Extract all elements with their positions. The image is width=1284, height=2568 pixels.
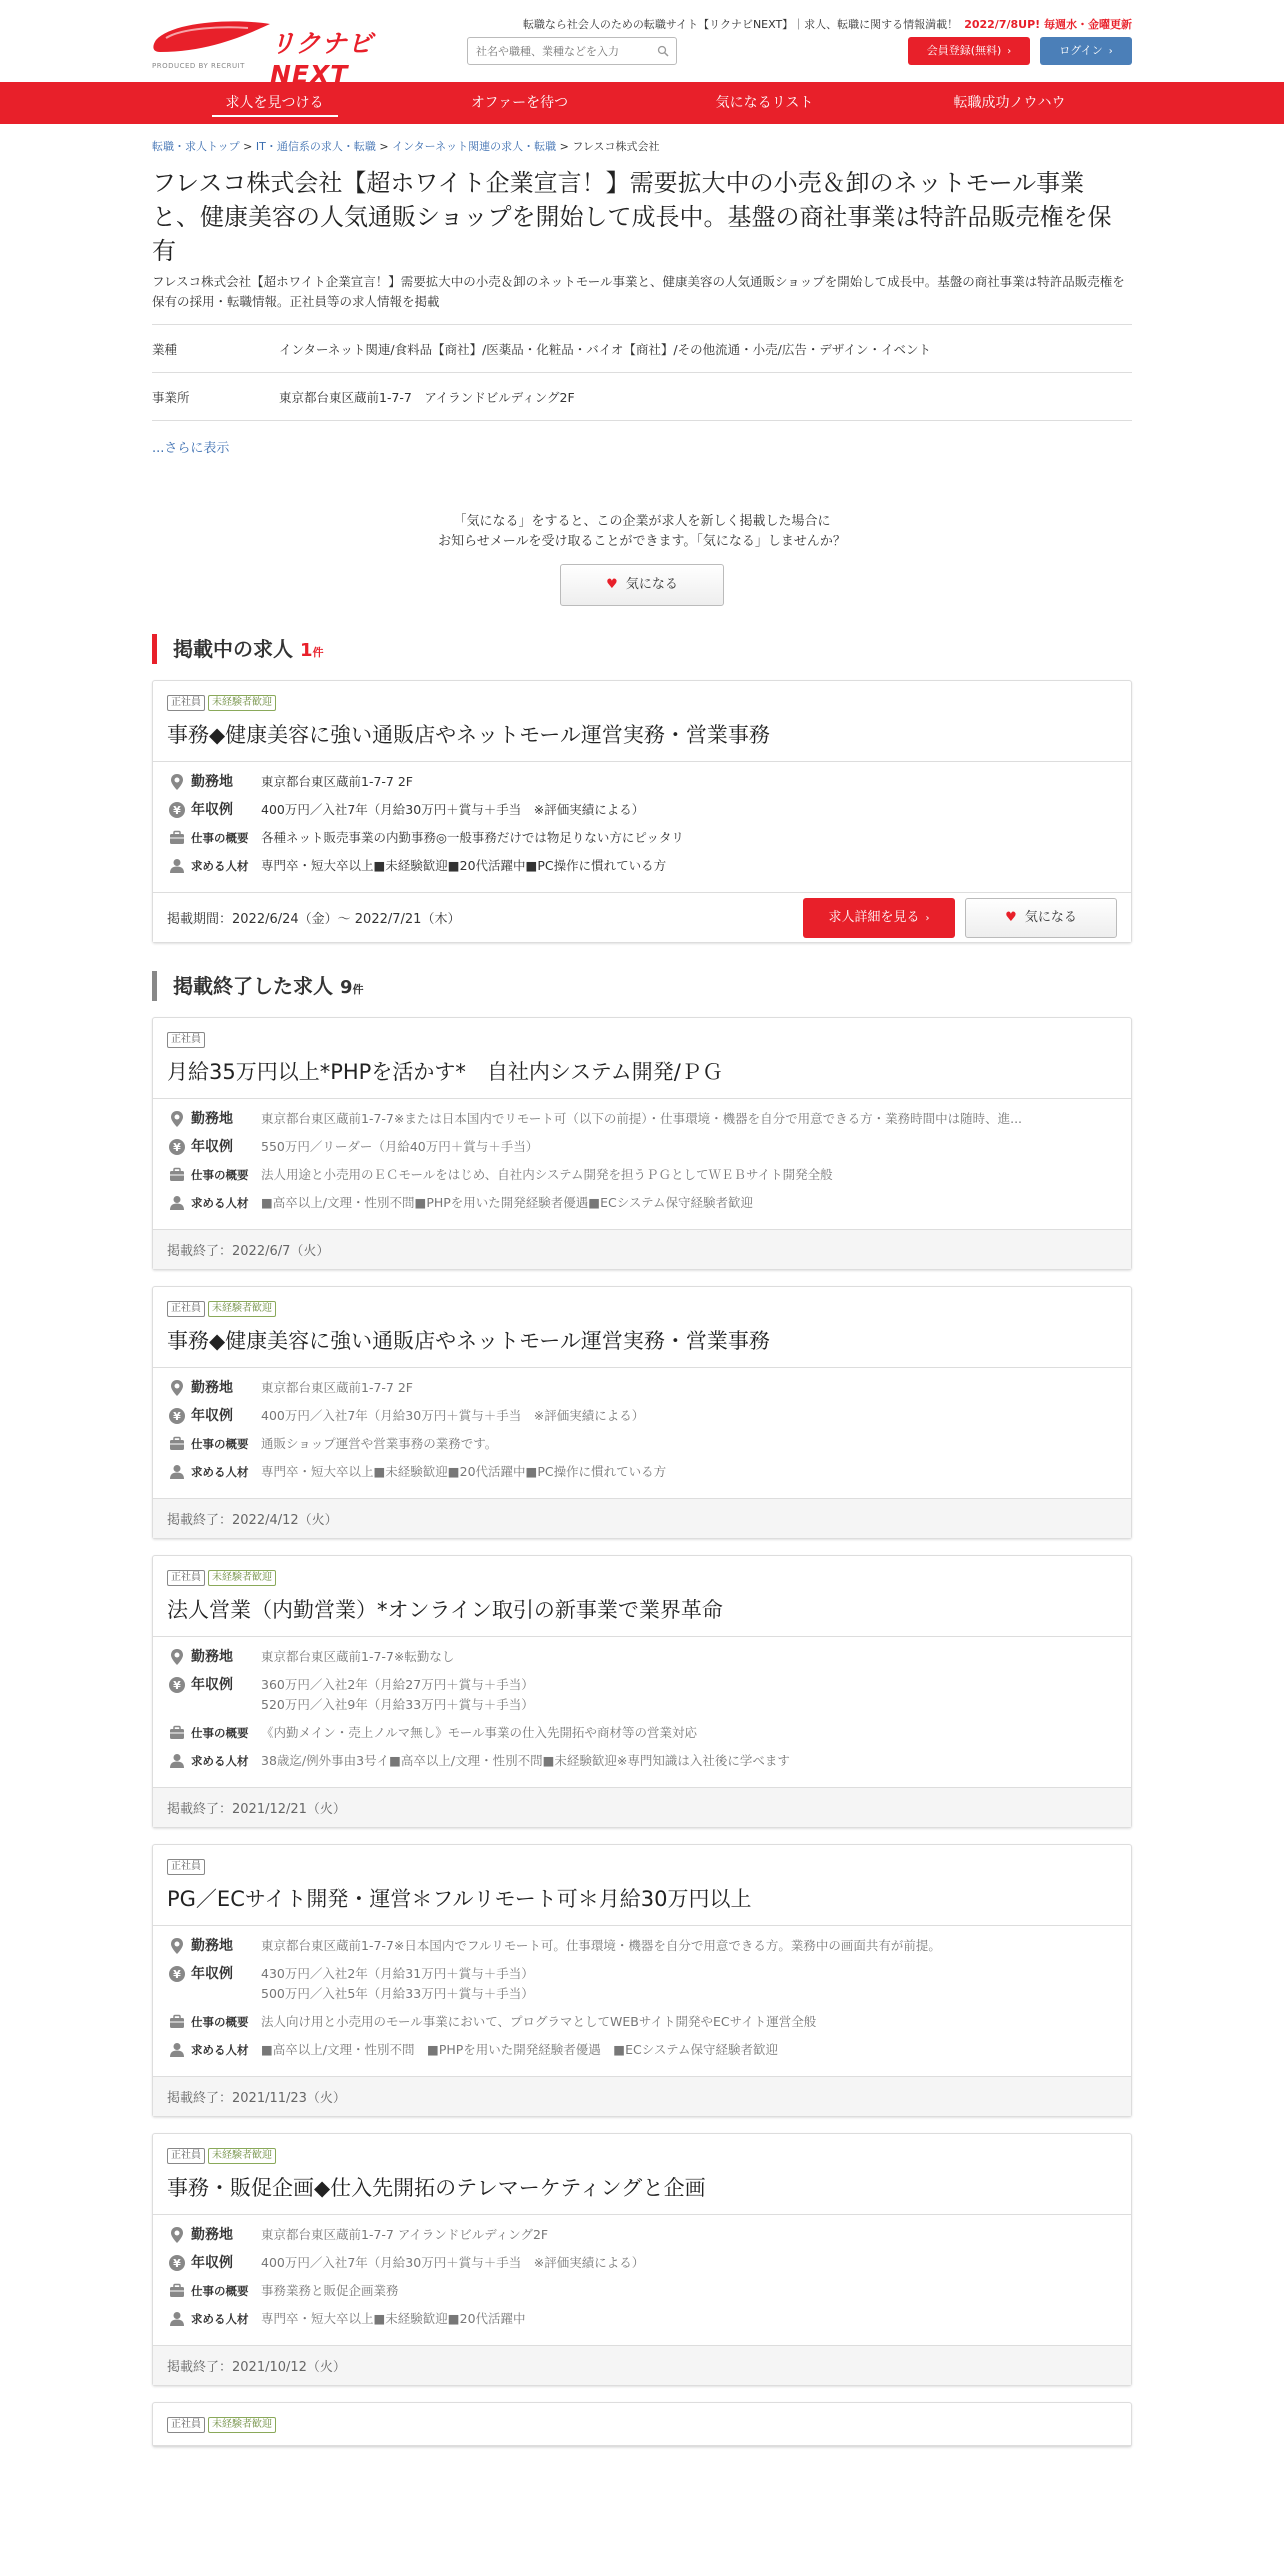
- job-count-unit: 件: [312, 646, 324, 659]
- person-icon: [167, 1193, 187, 1213]
- job-tag: 未経験者歓迎: [208, 1570, 276, 1586]
- section-title: 掲載終了した求人: [173, 974, 333, 998]
- favorite-company-button[interactable]: [560, 564, 724, 606]
- briefcase-icon: [167, 1434, 187, 1454]
- job-overview-value: 各種ネット販売事業の内勤事務◎一般事務だけでは物足りない方にピッタリ: [261, 830, 684, 845]
- job-card[interactable]: [152, 1017, 1132, 1270]
- job-count-unit: 件: [352, 983, 364, 996]
- breadcrumb: [152, 138, 1132, 154]
- person-icon: [167, 1462, 187, 1482]
- favorite-prompt: [152, 512, 1132, 552]
- label-text: 勤務地: [191, 1111, 233, 1127]
- job-card-footer: [153, 2345, 1131, 2385]
- job-tags: [167, 695, 1117, 711]
- job-count: 9: [339, 977, 353, 998]
- svg-text:¥: ¥: [173, 2257, 181, 2270]
- active-job-list: [152, 680, 1132, 943]
- nav-item-offers[interactable]: [397, 82, 642, 124]
- job-salary-label: [167, 1406, 261, 1426]
- show-more-link[interactable]: ...さらに表示: [152, 441, 230, 456]
- job-title[interactable]: 法人営業（内勤営業）*オンライン取引の新事業で業界革命: [167, 1598, 723, 1622]
- job-card[interactable]: [152, 2402, 1132, 2447]
- company-info-table: [152, 324, 1132, 421]
- job-tag: 正社員: [167, 1570, 205, 1586]
- job-tag: 未経験者歓迎: [208, 1301, 276, 1317]
- job-tag: 未経験者歓迎: [208, 2417, 276, 2433]
- job-ended-date: 掲載終了：2021/12/21（火）: [167, 1802, 346, 1817]
- search-box: [467, 37, 677, 65]
- job-overview-value: 事務業務と販促企画業務: [261, 2283, 399, 2298]
- job-wanted-row: [167, 2309, 1117, 2329]
- job-card-body: [153, 762, 1131, 892]
- favorite-job-button[interactable]: [965, 898, 1117, 938]
- info-value: インターネット関連/食料品【商社】/医薬品・化粧品・バイオ【商社】/その他流通・小売/広告・デザイン・イベント: [279, 341, 931, 357]
- job-card-footer: [153, 1787, 1131, 1827]
- job-overview-label: [167, 2012, 261, 2032]
- job-location-row: [167, 1378, 1117, 1398]
- main-nav: [0, 82, 1284, 124]
- logo-swoosh-icon: [152, 18, 272, 56]
- job-tag: 未経験者歓迎: [208, 695, 276, 711]
- job-wanted-label: [167, 1462, 261, 1482]
- location-pin-icon: [167, 1936, 187, 1956]
- detail-label: 求人詳細を見る: [828, 909, 920, 925]
- job-wanted-value: ■高卒以上/文理・性別不問■PHPを用いた開発経験者優遇■ECシステム保守経験者歓迎: [261, 1195, 753, 1210]
- job-card[interactable]: [152, 1555, 1132, 1828]
- job-ended-date: 掲載終了：2021/10/12（火）: [167, 2360, 346, 2375]
- nav-label: オファーを待つ: [470, 95, 569, 111]
- job-count: 1: [299, 640, 313, 661]
- yen-icon: [167, 2253, 187, 2273]
- breadcrumb-sep: >: [379, 140, 389, 153]
- job-actions: [803, 898, 1117, 938]
- job-ended-date: 掲載終了：2022/4/12（火）: [167, 1513, 338, 1528]
- label-text: 仕事の概要: [191, 1437, 249, 1451]
- job-location-value: 東京都台東区蔵前1-7-7※または日本国内でリモート可（以下の前提）・仕事環境・機器を自分で用意できる方・業務時間中は随時、進...: [261, 1111, 1023, 1126]
- job-card-header: [153, 1556, 1131, 1637]
- info-value: 東京都台東区蔵前1-7-7 アイランドビルディング2F: [279, 389, 575, 405]
- nav-label: 転職成功ノウハウ: [953, 95, 1066, 111]
- job-location-label: [167, 772, 261, 792]
- job-tag: 未経験者歓迎: [208, 2148, 276, 2164]
- label-text: 年収例: [191, 1677, 233, 1693]
- label-text: 年収例: [191, 1966, 233, 1982]
- label-text: 求める人材: [191, 2043, 249, 2057]
- job-card[interactable]: [152, 1286, 1132, 1539]
- ended-jobs-heading: [152, 971, 1132, 1001]
- job-card-header: [153, 1018, 1131, 1099]
- job-salary-value: 400万円／入社7年（月給30万円＋賞与＋手当 ※評価実績による）: [261, 2255, 645, 2270]
- job-title[interactable]: 事務◆健康美容に強い通販店やネットモール運営実務・営業事務: [167, 723, 770, 747]
- job-overview-row: [167, 2281, 1117, 2301]
- job-salary-value: 400万円／入社7年（月給30万円＋賞与＋手当 ※評価実績による）: [261, 802, 645, 817]
- rikunabi-next-logo[interactable]: [152, 16, 402, 89]
- briefcase-icon: [167, 1165, 187, 1185]
- breadcrumb-link[interactable]: インターネット関連の求人・転職: [392, 140, 557, 153]
- job-card[interactable]: [152, 1844, 1132, 2117]
- job-wanted-row: [167, 1193, 1117, 1213]
- job-overview-label: [167, 1165, 261, 1185]
- job-overview-value: 法人向け用と小売用のモール事業において、プログラマとしてWEBサイト開発やECサイト運営全般: [261, 2014, 817, 2029]
- job-card-footer: [153, 2076, 1131, 2116]
- label-text: 求める人材: [191, 2312, 249, 2326]
- breadcrumb-link[interactable]: IT・通信系の求人・転職: [255, 140, 376, 153]
- favorite-prompt-line: 「気になる」をすると、この企業が求人を新しく掲載した場合に: [453, 514, 831, 529]
- location-pin-icon: [167, 1378, 187, 1398]
- job-ended-date: 掲載終了：2022/6/7（火）: [167, 1244, 330, 1259]
- job-wanted-value: ■高卒以上/文理・性別不問 ■PHPを用いた開発経験者優遇 ■ECシステム保守経験者歓迎: [261, 2042, 778, 2057]
- job-location-value: 東京都台東区蔵前1-7-7※転勤なし: [261, 1649, 455, 1664]
- job-tags: [167, 1859, 1117, 1875]
- label-text: 仕事の概要: [191, 2284, 249, 2298]
- nav-item-find-jobs[interactable]: [152, 82, 397, 124]
- label-text: 求める人材: [191, 1754, 249, 1768]
- job-card-footer: [153, 1229, 1131, 1269]
- job-salary-row: [167, 1675, 1117, 1715]
- register-label: 会員登録(無料): [926, 44, 1002, 57]
- job-title[interactable]: PG／ECサイト開発・運営＊フルリモート可＊月給30万円以上: [167, 1887, 752, 1911]
- label-text: 求める人材: [191, 1196, 249, 1210]
- svg-text:¥: ¥: [173, 1410, 181, 1423]
- nav-item-favorites[interactable]: [642, 82, 887, 124]
- label-text: 求める人材: [191, 1465, 249, 1479]
- person-icon: [167, 1751, 187, 1771]
- label-text: 勤務地: [191, 1649, 233, 1665]
- job-wanted-value: 38歳迄/例外事由3号イ■高卒以上/文理・性別不問■未経験歓迎※専門知識は入社後に学べます: [261, 1753, 790, 1768]
- login-button[interactable]: [1040, 37, 1132, 65]
- yen-icon: [167, 1406, 187, 1426]
- label-text: 年収例: [191, 2255, 233, 2271]
- job-period: 掲載期間：2022/6/24（金）～ 2022/7/21（木）: [167, 912, 461, 927]
- briefcase-icon: [167, 2012, 187, 2032]
- job-salary-row: [167, 1406, 1117, 1426]
- favorite-label: 気になる: [1024, 909, 1077, 925]
- label-text: 求める人材: [191, 859, 249, 873]
- login-label: ログイン: [1059, 44, 1103, 57]
- job-card-body: [153, 1368, 1131, 1498]
- job-salary-row: [167, 2253, 1117, 2273]
- job-tag: 正社員: [167, 1859, 205, 1875]
- job-location-row: [167, 1647, 1117, 1667]
- job-location-label: [167, 1936, 261, 1956]
- person-icon: [167, 2040, 187, 2060]
- job-card-header: [153, 2403, 1131, 2446]
- info-row-office: [152, 373, 1132, 421]
- yen-icon: [167, 800, 187, 820]
- job-title[interactable]: 月給35万円以上*PHPを活かす* 自社内システム開発/ＰＧ: [167, 1060, 723, 1084]
- label-text: 仕事の概要: [191, 2015, 249, 2029]
- job-salary-label: [167, 2253, 261, 2273]
- job-title[interactable]: 事務◆健康美容に強い通販店やネットモール運営実務・営業事務: [167, 1329, 770, 1353]
- svg-text:¥: ¥: [173, 1679, 181, 1692]
- job-salary-label: [167, 1675, 261, 1695]
- heart-icon: ♥: [1005, 909, 1017, 925]
- search-input[interactable]: [468, 38, 648, 64]
- job-wanted-value: 専門卒・短大卒以上■未経験歓迎■20代活躍中■PC操作に慣れている方: [261, 858, 667, 873]
- job-location-label: [167, 2225, 261, 2245]
- job-tag: 正社員: [167, 2417, 205, 2433]
- job-card[interactable]: [152, 680, 1132, 943]
- job-card-footer: [153, 1498, 1131, 1538]
- ended-job-list: [152, 1017, 1132, 2447]
- favorite-label: 気になる: [625, 577, 678, 592]
- site-tagline: [523, 16, 1132, 32]
- job-card-body: [153, 1637, 1131, 1787]
- job-ended-date: 掲載終了：2021/11/23（火）: [167, 2091, 346, 2106]
- person-icon: [167, 2309, 187, 2329]
- job-overview-value: 法人用途と小売用のＥＣモールをはじめ、自社内システム開発を担うＰＧとしてＷＥＢサイト開発全般: [261, 1167, 833, 1182]
- job-location-value: 東京都台東区蔵前1-7-7 2F: [261, 774, 413, 789]
- job-salary-label: [167, 1964, 261, 1984]
- label-text: 勤務地: [191, 1938, 233, 1954]
- logo-sub: PRODUCED BY RECRUIT: [152, 62, 245, 70]
- job-overview-value: 通販ショップ運営や営業事務の業務です。: [261, 1436, 498, 1451]
- heart-icon: ♥: [606, 577, 618, 592]
- label-text: 勤務地: [191, 774, 233, 790]
- job-salary-value: 360万円／入社2年（月給27万円＋賞与＋手当） 520万円／入社9年（月給33万円＋賞与＋手当）: [261, 1677, 534, 1712]
- favorite-prompt-line: お知らせメールを受け取ることができます。「気になる」しませんか？: [438, 534, 846, 549]
- job-wanted-value: 専門卒・短大卒以上■未経験歓迎■20代活躍中: [261, 2311, 526, 2326]
- update-info: 2022/7/8UP! 毎週水・金曜更新: [964, 18, 1132, 31]
- nav-label: 気になるリスト: [715, 95, 814, 111]
- job-tag: 正社員: [167, 1032, 205, 1048]
- job-card-header: [153, 681, 1131, 762]
- job-salary-value: 550万円／リーダー（月給40万円＋賞与＋手当）: [261, 1139, 539, 1154]
- job-wanted-label: [167, 856, 261, 876]
- job-card-body: [153, 1099, 1131, 1229]
- person-icon: [167, 856, 187, 876]
- tagline-text: 転職なら社会人のための転職サイト【リクナビNEXT】｜求人、転職に関する情報満載！: [522, 18, 959, 31]
- briefcase-icon: [167, 2281, 187, 2301]
- svg-text:¥: ¥: [173, 1141, 181, 1154]
- briefcase-icon: [167, 828, 187, 848]
- logo-text: リクナビNEXT: [270, 29, 374, 89]
- job-overview-label: [167, 2281, 261, 2301]
- job-salary-row: [167, 1964, 1117, 2004]
- job-wanted-label: [167, 1751, 261, 1771]
- location-pin-icon: [167, 772, 187, 792]
- job-tags: [167, 1301, 1117, 1317]
- breadcrumb-sep: >: [559, 140, 569, 153]
- location-pin-icon: [167, 1109, 187, 1129]
- job-location-label: [167, 1378, 261, 1398]
- job-card-header: [153, 1845, 1131, 1926]
- job-wanted-label: [167, 2040, 261, 2060]
- label-text: 年収例: [191, 1139, 233, 1155]
- label-text: 勤務地: [191, 2227, 233, 2243]
- job-salary-value: 400万円／入社7年（月給30万円＋賞与＋手当 ※評価実績による）: [261, 1408, 645, 1423]
- label-text: 仕事の概要: [191, 1726, 249, 1740]
- job-card-header: [153, 2134, 1131, 2215]
- job-location-row: [167, 2225, 1117, 2245]
- job-wanted-row: [167, 2040, 1117, 2060]
- job-overview-row: [167, 2012, 1117, 2032]
- yen-icon: [167, 1137, 187, 1157]
- info-key: 業種: [152, 341, 178, 357]
- job-overview-row: [167, 1434, 1117, 1454]
- job-location-row: [167, 1936, 1117, 1956]
- job-tags: [167, 1032, 1117, 1048]
- job-location-value: 東京都台東区蔵前1-7-7※日本国内でフルリモート可。仕事環境・機器を自分で用意できる方。業務中の画面共有が前提。: [261, 1938, 941, 1953]
- job-salary-value: 430万円／入社2年（月給31万円＋賞与＋手当） 500万円／入社5年（月給33万円＋賞与＋手当）: [261, 1966, 534, 2001]
- job-detail-button[interactable]: [803, 898, 955, 938]
- job-location-value: 東京都台東区蔵前1-7-7 アイランドビルディング2F: [261, 2227, 549, 2242]
- job-salary-row: [167, 1137, 1117, 1157]
- section-title: 掲載中の求人: [173, 637, 293, 661]
- job-card-body: [153, 1926, 1131, 2076]
- yen-icon: [167, 1675, 187, 1695]
- svg-text:¥: ¥: [173, 804, 181, 817]
- job-overview-row: [167, 1165, 1117, 1185]
- job-overview-label: [167, 1723, 261, 1743]
- job-title[interactable]: 事務・販促企画◆仕入先開拓のテレマーケティングと企画: [167, 2176, 706, 2200]
- info-row-industry: [152, 325, 1132, 373]
- yen-icon: [167, 1964, 187, 1984]
- job-tag: 正社員: [167, 695, 205, 711]
- label-text: 年収例: [191, 802, 233, 818]
- job-tags: [167, 2148, 1117, 2164]
- job-overview-row: [167, 828, 1117, 848]
- site-header: [152, 0, 1132, 89]
- company-title: フレスコ株式会社【超ホワイト企業宣言！】需要拡大中の小売＆卸のネットモール事業と、健康美容の人気通販ショップを開始して成長中。基盤の商社事業は特許品販売権を保有: [152, 169, 1112, 265]
- job-wanted-row: [167, 1462, 1117, 1482]
- label-text: 年収例: [191, 1408, 233, 1424]
- nav-item-knowhow[interactable]: [887, 82, 1132, 124]
- job-wanted-label: [167, 1193, 261, 1213]
- job-card-body: [153, 2215, 1131, 2345]
- job-wanted-row: [167, 856, 1117, 876]
- job-overview-label: [167, 828, 261, 848]
- job-tag: 正社員: [167, 1301, 205, 1317]
- location-pin-icon: [167, 1647, 187, 1667]
- job-overview-value: 《内勤メイン・売上ノルマ無し》モール事業の仕入先開拓や商材等の営業対応: [261, 1725, 698, 1740]
- active-jobs-heading: [152, 634, 1132, 664]
- label-text: 勤務地: [191, 1380, 233, 1396]
- briefcase-icon: [167, 1723, 187, 1743]
- main-content: [152, 138, 1132, 2447]
- job-salary-label: [167, 800, 261, 820]
- job-wanted-value: 専門卒・短大卒以上■未経験歓迎■20代活躍中■PC操作に慣れている方: [261, 1464, 667, 1479]
- nav-label: 求人を見つける: [212, 95, 338, 117]
- job-wanted-row: [167, 1751, 1117, 1771]
- job-overview-row: [167, 1723, 1117, 1743]
- breadcrumb-link[interactable]: 転職・求人トップ: [152, 140, 240, 153]
- breadcrumb-current: フレスコ株式会社: [572, 140, 660, 153]
- job-overview-label: [167, 1434, 261, 1454]
- svg-text:¥: ¥: [173, 1968, 181, 1981]
- job-location-label: [167, 1647, 261, 1667]
- job-tags: [167, 2417, 1117, 2433]
- job-wanted-label: [167, 2309, 261, 2329]
- breadcrumb-sep: >: [243, 140, 253, 153]
- job-tag: 正社員: [167, 2148, 205, 2164]
- job-location-label: [167, 1109, 261, 1129]
- label-text: 仕事の概要: [191, 1168, 249, 1182]
- chevron-right-icon: ›: [925, 912, 930, 924]
- chevron-right-icon: ›: [1108, 46, 1113, 57]
- label-text: 仕事の概要: [191, 831, 249, 845]
- job-location-row: [167, 772, 1117, 792]
- location-pin-icon: [167, 2225, 187, 2245]
- job-card-header: [153, 1287, 1131, 1368]
- job-tags: [167, 1570, 1117, 1586]
- job-location-row: [167, 1109, 1117, 1129]
- info-key: 事業所: [152, 389, 190, 405]
- search-icon[interactable]: [657, 45, 669, 57]
- job-location-value: 東京都台東区蔵前1-7-7 2F: [261, 1380, 413, 1395]
- company-subtitle: フレスコ株式会社【超ホワイト企業宣言！】需要拡大中の小売＆卸のネットモール事業と、健康美容の人気通販ショップを開始して成長中。基盤の商社事業は特許品販売権を保有の採用・転職情報。正社員等の求人情報を掲載: [152, 274, 1125, 309]
- job-salary-label: [167, 1137, 261, 1157]
- chevron-right-icon: ›: [1007, 46, 1012, 57]
- job-salary-row: [167, 800, 1117, 820]
- job-card-footer: [153, 892, 1131, 942]
- register-button[interactable]: [908, 37, 1030, 65]
- job-card[interactable]: [152, 2133, 1132, 2386]
